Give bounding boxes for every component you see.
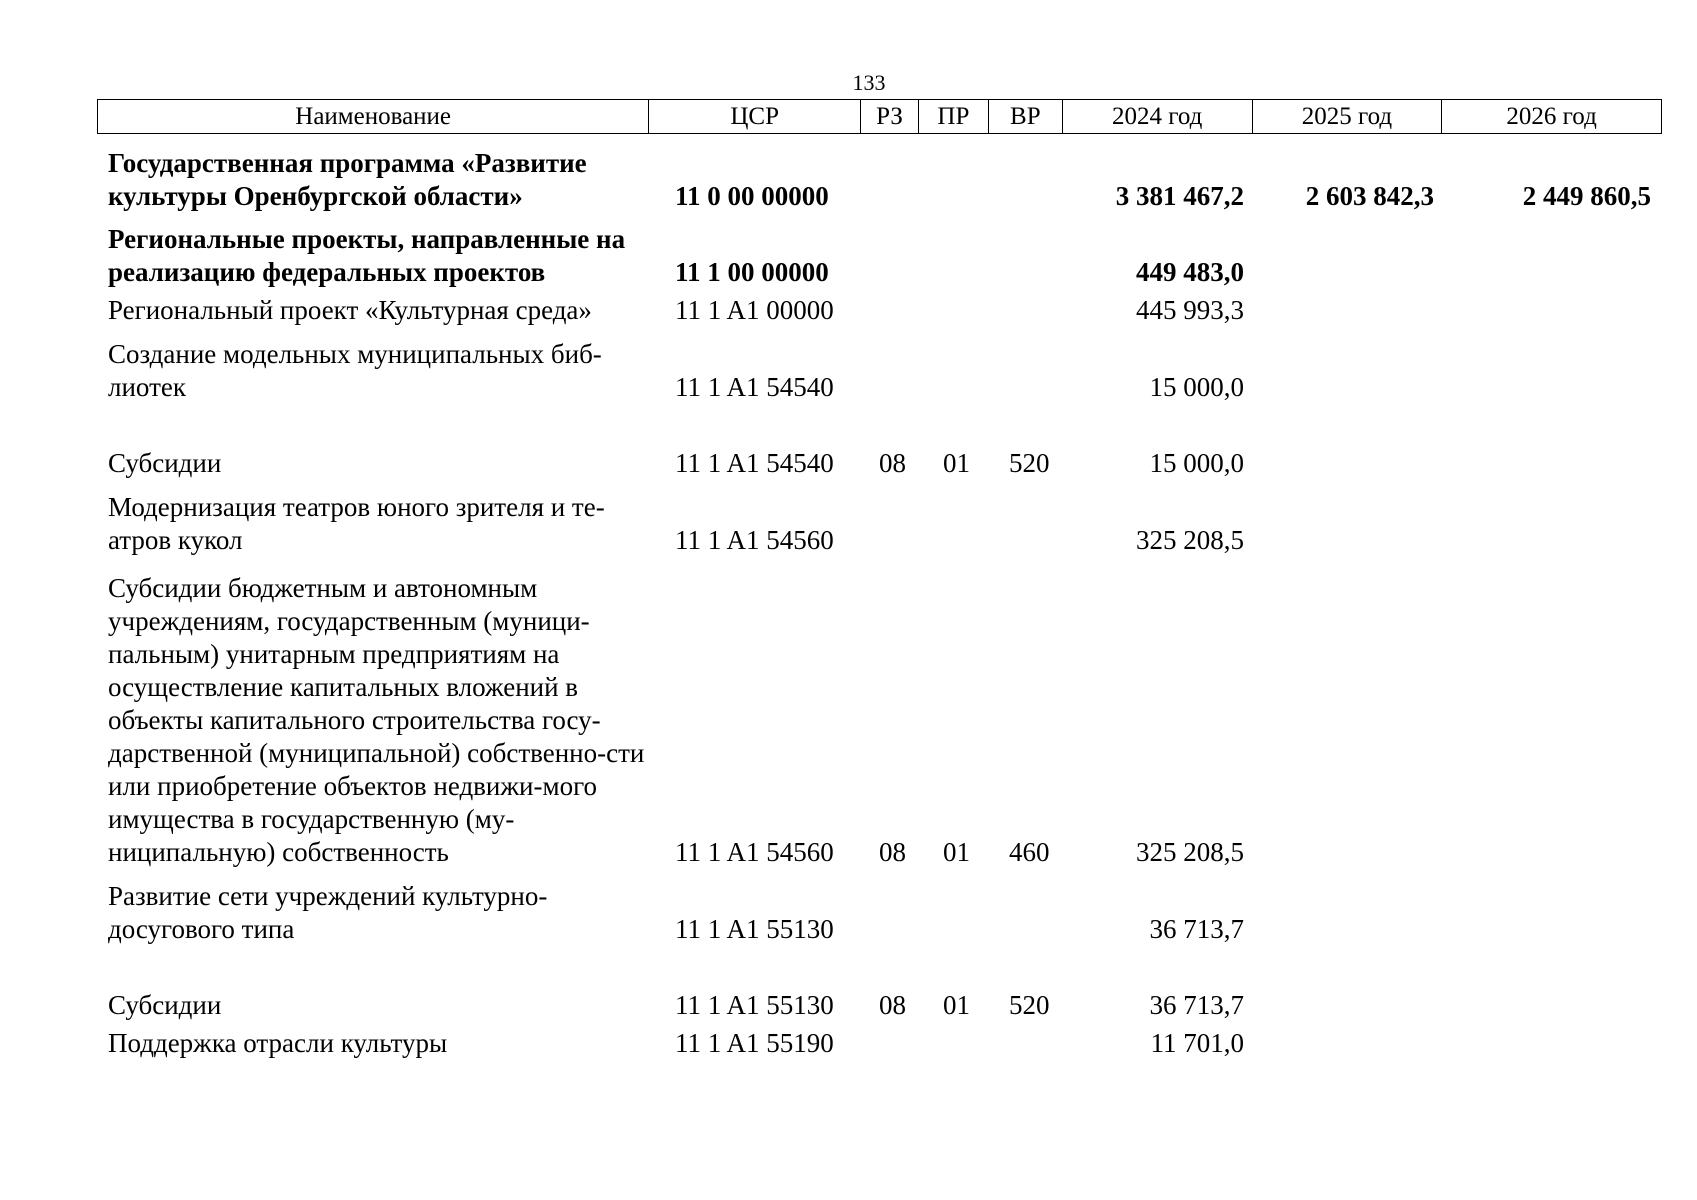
row-2024: 11 701,0 [1150, 1028, 1244, 1058]
row-name: Региональный проект «Культурная среда» [108, 295, 592, 325]
row-name: Региональные проекты, направленные на реализацию федеральных проектов [108, 224, 626, 287]
page-number: 133 [852, 70, 886, 95]
row-csr: 11 0 00 00000 [675, 181, 829, 211]
row-csr: 11 1 A1 00000 [675, 295, 834, 325]
header-rz: РЗ [861, 100, 919, 133]
row-vr: 520 [1009, 990, 1050, 1020]
row-rz: 08 [879, 990, 906, 1020]
row-name: Развитие сети учреждений культурно-досугового типа [108, 881, 548, 944]
row-csr: 11 1 A1 54560 [675, 837, 834, 867]
header-vr: ВР [989, 100, 1063, 133]
header-2024: 2024 год [1063, 100, 1253, 133]
header-2026: 2026 год [1506, 103, 1597, 130]
row-name: Модернизация театров юного зрителя и те-атров кукол [108, 492, 605, 555]
row-name: Государственная программа «Развитие культуры Оренбургской области» [108, 148, 587, 211]
row-vr: 460 [1009, 837, 1050, 867]
row-2025: 2 603 842,3 [1305, 181, 1434, 211]
row-name: Субсидии бюджетным и автономным учреждениям, государственным (муници-пальным) унитарным предприятиям на осуществление капитальных вложений в объекты капитального строительства госу-дарственной (муниципальной) собственно-сти или приобретение объектов недвижи-мого имущества в государственную (му-ниципальную) собственность [108, 573, 645, 867]
row-rz: 08 [879, 448, 906, 478]
row-rz: 08 [879, 837, 906, 867]
row-2024: 36 713,7 [1149, 990, 1244, 1020]
row-pr: 01 [943, 990, 970, 1020]
row-name: Создание модельных муниципальных биб-лиотек [108, 339, 602, 402]
row-name: Субсидии [108, 448, 222, 478]
row-pr: 01 [943, 448, 970, 478]
row-2024: 36 713,7 [1149, 914, 1244, 944]
header-name: Наименование [98, 100, 649, 133]
header-csr: ЦСР [649, 100, 861, 133]
row-2024: 15 000,0 [1149, 372, 1244, 402]
row-vr: 520 [1009, 448, 1050, 478]
table-header [97, 99, 1662, 134]
row-csr: 11 1 A1 55190 [675, 1028, 834, 1058]
row-2026: 2 449 860,5 [1522, 181, 1651, 211]
row-csr: 11 1 A1 55130 [675, 990, 834, 1020]
row-csr: 11 1 A1 54540 [675, 372, 834, 402]
header-pr: ПР [919, 100, 989, 133]
row-2024: 15 000,0 [1149, 448, 1244, 478]
header-2025: 2025 год [1253, 100, 1443, 133]
row-csr: 11 1 00 00000 [675, 257, 829, 287]
row-pr: 01 [943, 837, 970, 867]
row-2024: 449 483,0 [1136, 257, 1244, 287]
row-2024: 3 381 467,2 [1115, 181, 1244, 211]
row-csr: 11 1 A1 54560 [675, 525, 834, 555]
row-2024: 445 993,3 [1136, 295, 1244, 325]
row-csr: 11 1 A1 55130 [675, 914, 834, 944]
row-name: Субсидии [108, 990, 222, 1020]
row-2024: 325 208,5 [1136, 837, 1244, 867]
row-csr: 11 1 A1 54540 [675, 448, 834, 478]
row-name: Поддержка отрасли культуры [108, 1028, 448, 1058]
row-2024: 325 208,5 [1136, 525, 1244, 555]
